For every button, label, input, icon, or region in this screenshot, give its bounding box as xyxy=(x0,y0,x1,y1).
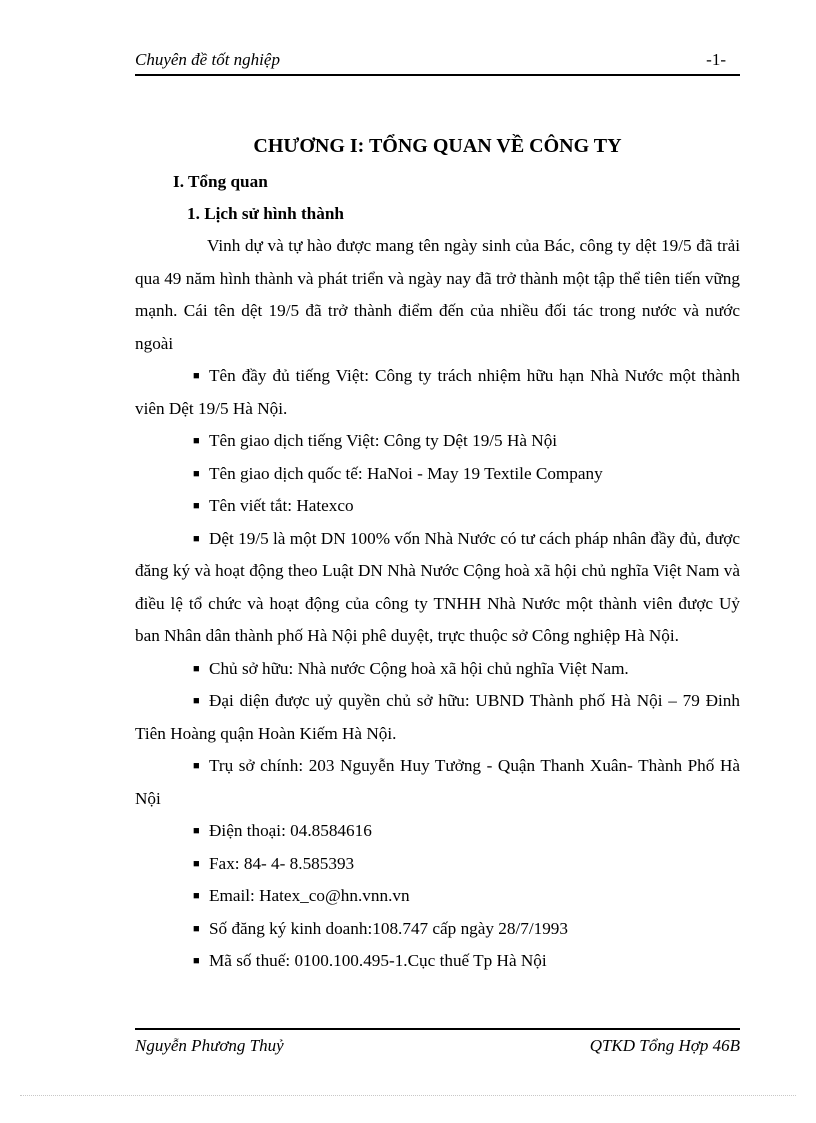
list-item-text: Dệt 19/5 là một DN 100% vốn Nhà Nước có tư cách pháp nhân đầy đủ, được đăng ký và hoạt động theo Luật DN Nhà Nước Cộng hoà xã hội chủ nghĩa Việt Nam và điều lệ tổ chức và hoạt động của công ty TNHH Nhà Nước một thành viên được Uỷ ban Nhân dân thành phố Hà Nội phê duyệt, trực thuộc sở Công nghiệp Hà Nội. xyxy=(135,528,740,645)
page-number: -1- xyxy=(706,50,726,69)
list-item-text: Tên đầy đủ tiếng Việt: Công ty trách nhiệm hữu hạn Nhà Nước một thành viên Dệt 19/5 Hà Nội. xyxy=(135,366,740,418)
chapter-title: CHƯƠNG I: TỔNG QUAN VỀ CÔNG TY xyxy=(253,135,622,157)
bullet-icon: ■ xyxy=(193,467,200,480)
bullet-icon: ■ xyxy=(193,955,200,967)
page-footer xyxy=(135,1028,740,1060)
section-heading: I. Tổng quan xyxy=(173,172,268,191)
header-title: Chuyên đề tốt nghiệp xyxy=(135,50,280,69)
list-item-text: Đại diện được uỷ quyền chủ sở hữu: UBND Thành phố Hà Nội – 79 Đinh Tiên Hoàng quận Hoàn Kiếm Hà Nội. xyxy=(135,691,740,743)
bullet-icon: ■ xyxy=(193,825,200,837)
list-item-text: Fax: 84- 4- 8.585393 xyxy=(209,853,355,873)
bullet-icon: ■ xyxy=(193,370,200,382)
subsection-heading: 1. Lịch sử hình thành xyxy=(187,204,344,223)
list-item-text: Email: Hatex_co@hn.vnn.vn xyxy=(209,886,410,905)
list-item xyxy=(135,653,740,686)
bullet-icon: ■ xyxy=(193,532,200,545)
list-item-text: Điện thoại: 04.8584616 xyxy=(209,821,372,840)
list-item xyxy=(135,848,740,881)
bullet-icon: ■ xyxy=(193,695,200,707)
bullet-icon: ■ xyxy=(193,662,200,675)
page-header xyxy=(135,48,740,76)
list-item xyxy=(135,523,740,653)
list-item xyxy=(135,913,740,946)
list-item xyxy=(135,425,740,458)
list-item-text: Tên giao dịch quốc tế: HaNoi - May 19 Textile Company xyxy=(209,463,603,483)
footer-class: QTKD Tổng Hợp 46B xyxy=(589,1036,740,1055)
list-item xyxy=(135,815,740,848)
bullet-icon: ■ xyxy=(193,500,200,512)
bullet-icon: ■ xyxy=(193,890,200,902)
bullet-icon: ■ xyxy=(193,922,200,935)
list-item xyxy=(135,945,740,978)
list-item xyxy=(135,750,740,815)
intro-paragraph: Vinh dự và tự hào được mang tên ngày sinh của Bác, công ty dệt 19/5 đã trải qua 49 năm hình thành và phát triển và ngày nay đã trở thành một tập thể tiên tiến vững mạnh. Cái tên dệt 19/5 đã trở thành điểm đến của nhiều đối tác trong nước và nước ngoài xyxy=(135,236,740,353)
list-item-text: Trụ sở chính: 203 Nguyễn Huy Tưởng - Quận Thanh Xuân- Thành Phố Hà Nội xyxy=(135,756,740,808)
bullet-icon: ■ xyxy=(193,760,200,772)
list-item xyxy=(135,458,740,491)
page-edge-divider xyxy=(20,1095,796,1096)
bullet-icon: ■ xyxy=(193,435,200,447)
list-item-text: Tên viết tắt: Hatexco xyxy=(209,496,354,515)
list-item xyxy=(135,490,740,523)
list-item-text: Mã số thuế: 0100.100.495-1.Cục thuế Tp Hà Nội xyxy=(209,951,547,970)
list-item-text: Tên giao dịch tiếng Việt: Công ty Dệt 19/5 Hà Nội xyxy=(209,431,558,450)
list-item-text: Số đăng ký kinh doanh:108.747 cấp ngày 28/7/1993 xyxy=(209,918,568,938)
footer-author: Nguyễn Phương Thuỷ xyxy=(135,1036,284,1055)
list-item xyxy=(135,360,740,425)
list-item-text: Chủ sở hữu: Nhà nước Cộng hoà xã hội chủ nghĩa Việt Nam. xyxy=(209,658,629,678)
list-item xyxy=(135,685,740,750)
bullet-icon: ■ xyxy=(193,857,200,870)
document-body xyxy=(135,130,740,978)
list-item xyxy=(135,880,740,913)
